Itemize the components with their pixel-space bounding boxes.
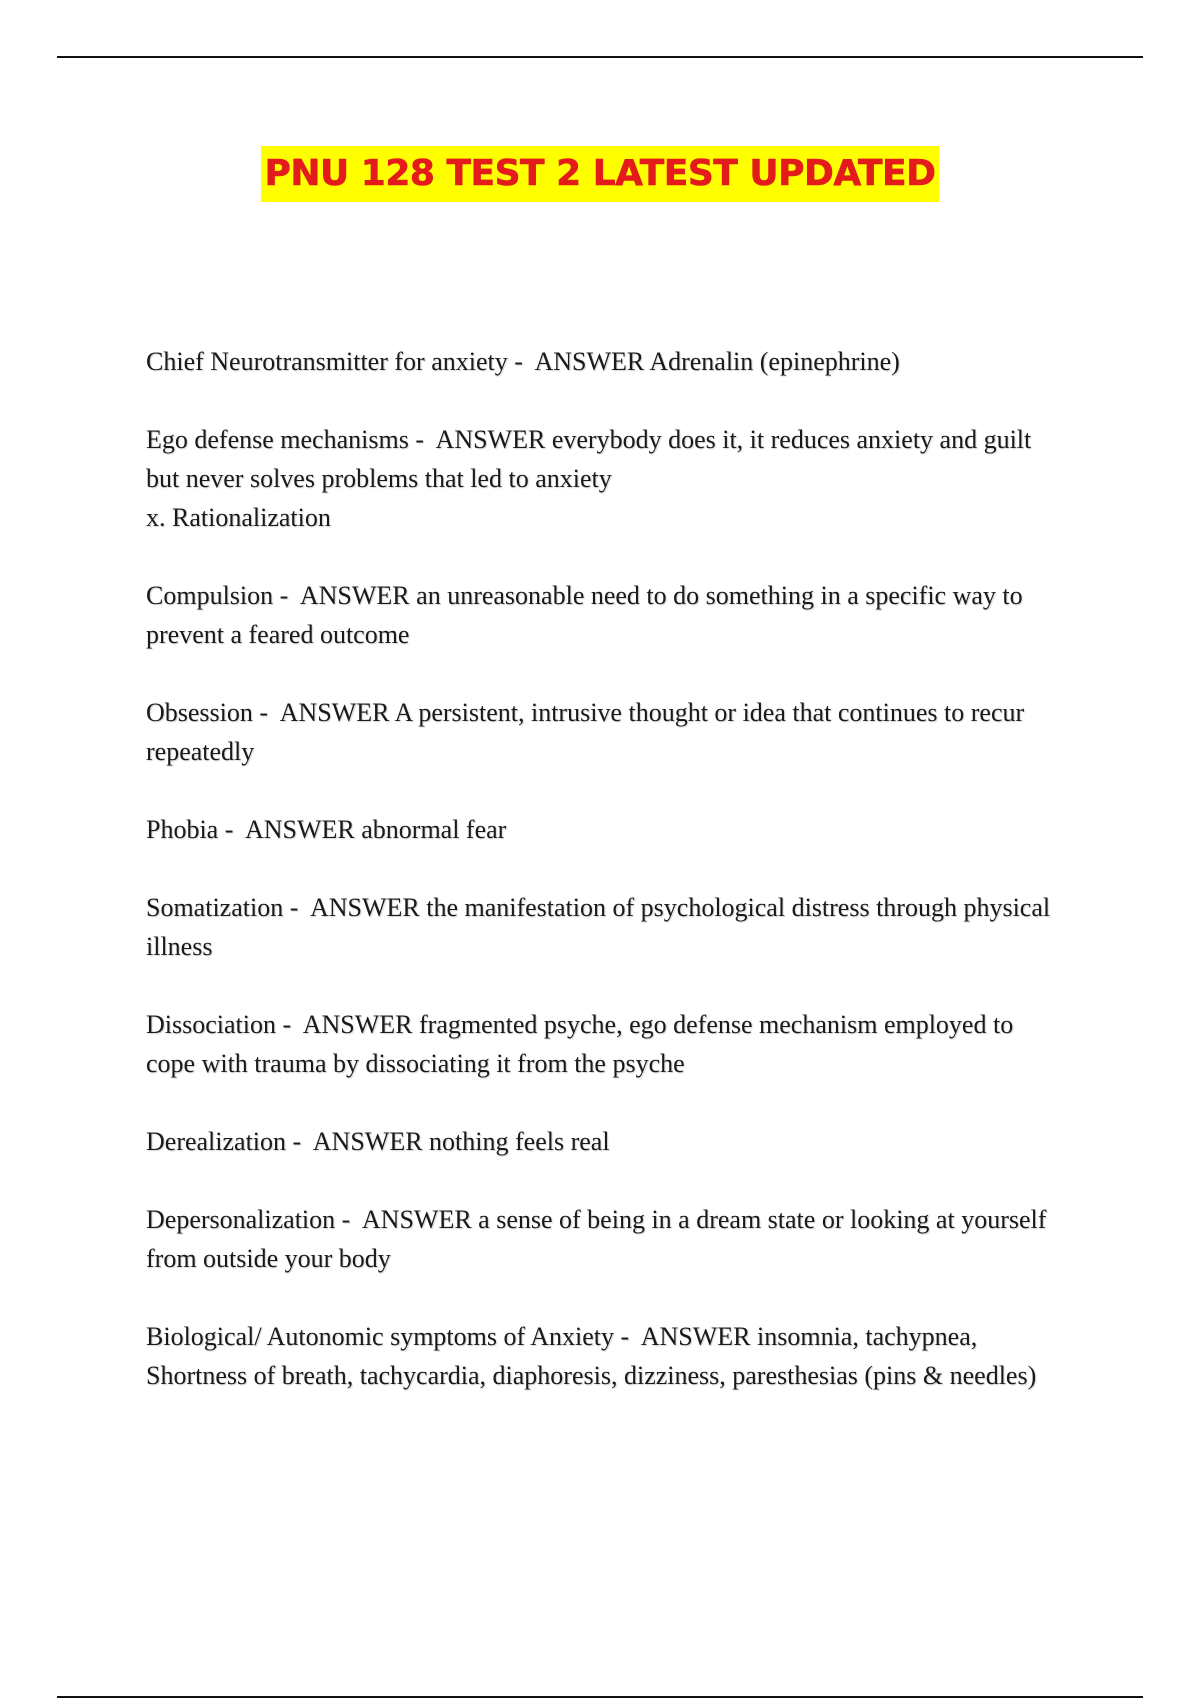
- qa-separator: -: [614, 1322, 641, 1351]
- qa-answer: everybody does it, it reduces anxiety and guilt but never solves problems that led to anxiety: [146, 425, 1032, 493]
- qa-term: Biological/ Autonomic symptoms of Anxiety: [146, 1322, 614, 1351]
- qa-answer-keyword: ANSWER: [302, 1010, 413, 1039]
- qa-term: Chief Neurotransmitter for anxiety: [146, 347, 508, 376]
- qa-answer: abnormal fear: [361, 815, 507, 844]
- qa-answer-keyword: ANSWER: [534, 347, 645, 376]
- qa-separator: -: [286, 1127, 313, 1156]
- qa-separator: -: [408, 425, 436, 454]
- qa-term: Obsession: [146, 698, 253, 727]
- qa-item: [146, 420, 1066, 537]
- qa-item: [146, 693, 1066, 771]
- qa-separator: -: [273, 581, 300, 610]
- qa-separator: -: [283, 893, 310, 922]
- qa-answer: insomnia, tachypnea, Shortness of breath, tachycardia, diaphoresis, dizziness, paresthesias (pins & needles): [146, 1322, 1037, 1390]
- qa-term: Phobia: [146, 815, 219, 844]
- qa-item: [146, 1317, 1066, 1395]
- qa-item: [146, 1200, 1066, 1278]
- qa-term: Somatization: [146, 893, 284, 922]
- qa-answer: fragmented psyche, ego defense mechanism employed to cope with trauma by dissociating it from the psyche: [146, 1010, 1014, 1078]
- qa-item: [146, 810, 1066, 849]
- qa-answer-keyword: ANSWER: [279, 698, 390, 727]
- qa-answer: nothing feels real: [429, 1127, 610, 1156]
- qa-item: [146, 1122, 1066, 1161]
- qa-answer-keyword: ANSWER: [312, 1127, 423, 1156]
- qa-term: Depersonalization: [146, 1205, 336, 1234]
- title-container: [0, 146, 1200, 202]
- qa-term: Ego defense mechanisms: [146, 425, 409, 454]
- qa-term: Compulsion: [146, 581, 274, 610]
- qa-answer: A persistent, intrusive thought or idea that continues to recur repeatedly: [146, 698, 1025, 766]
- qa-item: [146, 888, 1066, 966]
- qa-item: [146, 1005, 1066, 1083]
- qa-answer-keyword: ANSWER: [640, 1322, 751, 1351]
- qa-answer-keyword: ANSWER: [309, 893, 420, 922]
- qa-extra-note: x. Rationalization: [146, 503, 331, 532]
- document-title: PNU 128 TEST 2 LATEST UPDATED: [261, 146, 940, 202]
- qa-term: Dissociation: [146, 1010, 276, 1039]
- top-rule: [57, 56, 1143, 58]
- qa-answer-keyword: ANSWER: [435, 425, 546, 454]
- qa-list: [146, 342, 1066, 1434]
- qa-answer: Adrenalin (epinephrine): [649, 347, 900, 376]
- qa-answer-keyword: ANSWER: [361, 1205, 472, 1234]
- qa-separator: -: [252, 698, 280, 727]
- qa-answer-keyword: ANSWER: [244, 815, 355, 844]
- qa-separator: -: [218, 815, 245, 844]
- qa-separator: -: [335, 1205, 362, 1234]
- qa-term: Derealization: [146, 1127, 287, 1156]
- qa-answer: the manifestation of psychological distress through physical illness: [146, 893, 1051, 961]
- qa-item: [146, 576, 1066, 654]
- qa-item: [146, 342, 1066, 381]
- qa-answer: an unreasonable need to do something in a specific way to prevent a feared outcome: [146, 581, 1023, 649]
- qa-answer: a sense of being in a dream state or looking at yourself from outside your body: [146, 1205, 1047, 1273]
- qa-answer-keyword: ANSWER: [299, 581, 410, 610]
- bottom-rule: [57, 1696, 1143, 1698]
- qa-separator: -: [507, 347, 535, 376]
- qa-separator: -: [276, 1010, 303, 1039]
